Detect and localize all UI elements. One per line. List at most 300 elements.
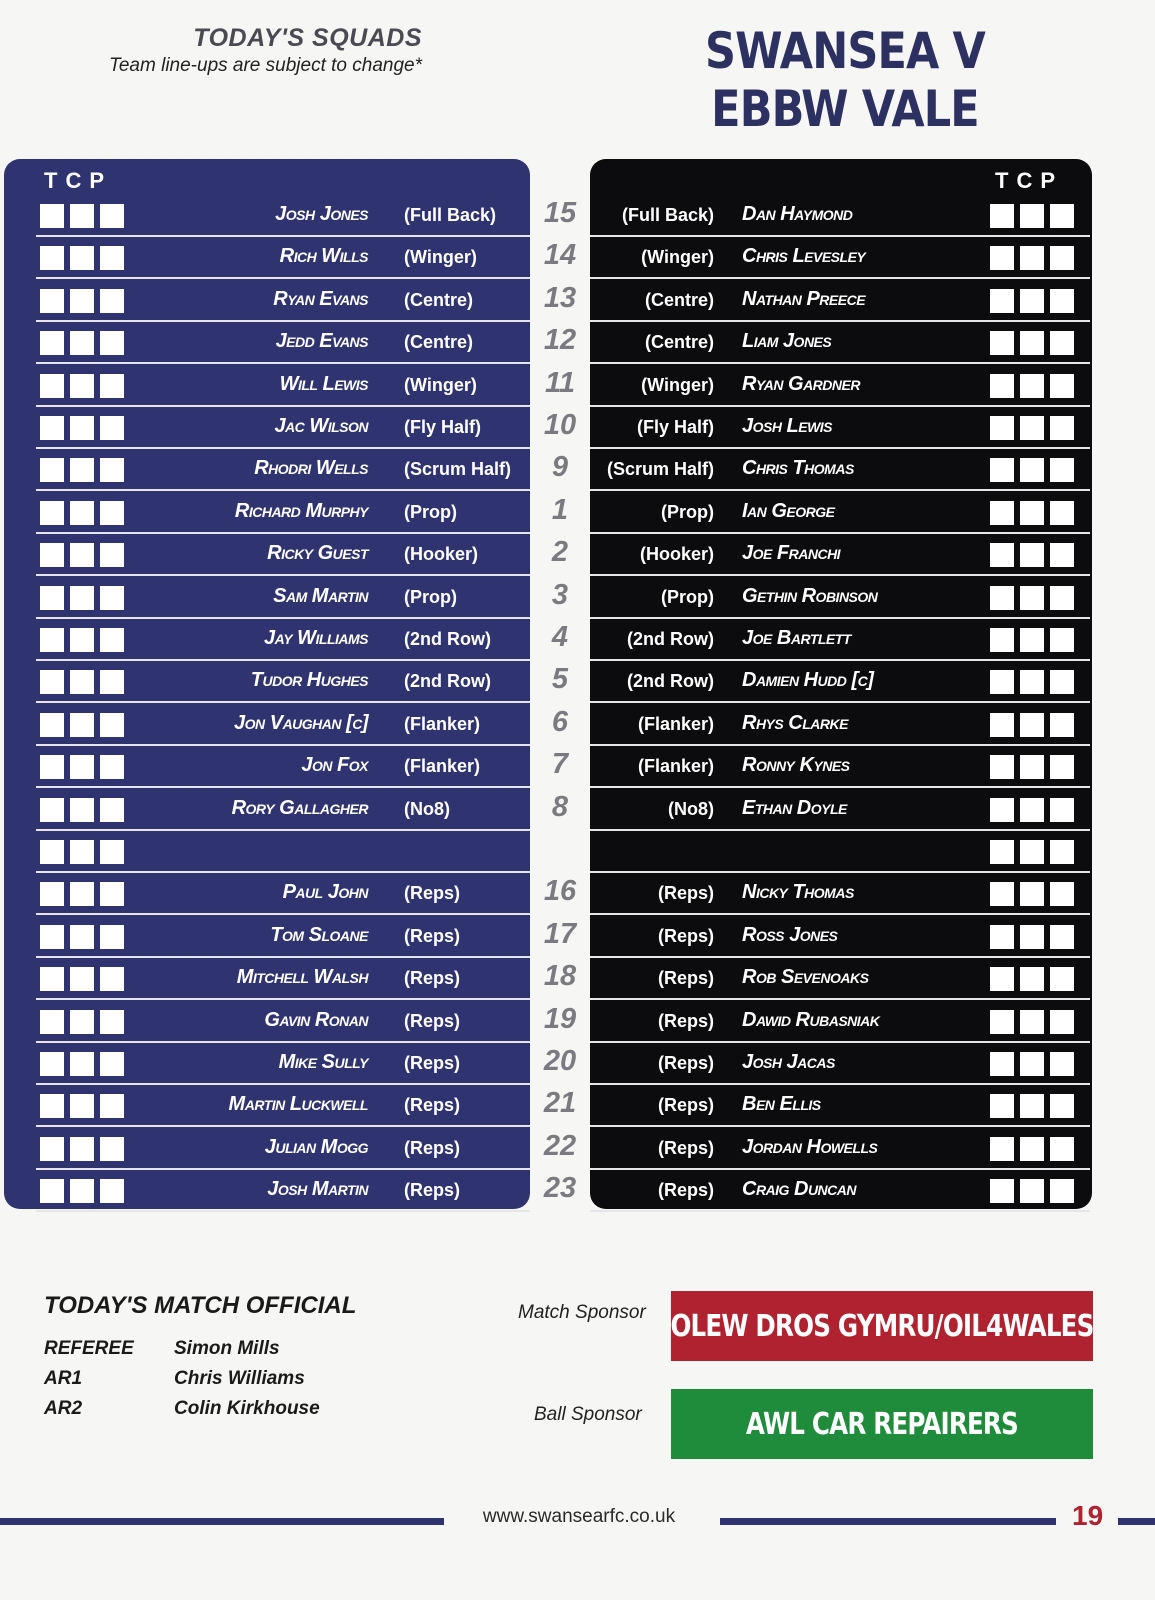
player-name: Rory Gallagher (231, 797, 368, 819)
penalty-checkbox[interactable] (100, 1094, 124, 1118)
home-player-row (36, 1001, 530, 1043)
try-checkbox[interactable] (990, 925, 1014, 949)
away-player-row (590, 916, 1090, 958)
footer-rule-right (720, 1518, 1056, 1525)
tcp-checkboxes (990, 840, 1074, 864)
away-player-row (590, 322, 1090, 364)
match-officials (44, 1292, 357, 1419)
squads-title: TODAY'S SQUADS (193, 24, 422, 52)
penalty-checkbox[interactable] (100, 967, 124, 991)
player-position: (Flanker) (637, 756, 714, 776)
penalty-checkbox[interactable] (100, 840, 124, 864)
shirt-number: 4 (551, 621, 569, 653)
penalty-checkbox[interactable] (1050, 246, 1074, 270)
shirt-number: 2 (551, 536, 569, 568)
conversion-checkbox[interactable] (1020, 543, 1044, 567)
player-name: Nathan Preece (742, 288, 866, 310)
official-role: AR2 (44, 1398, 83, 1419)
try-checkbox[interactable] (990, 331, 1014, 355)
player-name: Mitchell Walsh (236, 966, 368, 988)
away-player-row (590, 831, 1090, 873)
conversion-checkbox[interactable] (1020, 1052, 1044, 1076)
player-name: Martin Luckwell (228, 1093, 368, 1115)
away-player-row (590, 365, 1090, 407)
home-player-row (36, 873, 530, 915)
conversion-checkbox[interactable] (70, 289, 94, 313)
player-name: Chris Thomas (742, 457, 854, 479)
official-row (44, 1368, 305, 1390)
official-name: Colin Kirkhouse (174, 1398, 320, 1419)
conversion-checkbox[interactable] (1020, 1094, 1044, 1118)
away-player-row (590, 746, 1090, 788)
penalty-checkbox[interactable] (1050, 755, 1074, 779)
home-player-row (36, 577, 530, 619)
try-checkbox[interactable] (990, 1094, 1014, 1118)
shirt-number: 12 (543, 324, 577, 356)
conversion-checkbox[interactable] (70, 246, 94, 270)
away-player-row (590, 704, 1090, 746)
penalty-checkbox[interactable] (100, 374, 124, 398)
player-position: (Scrum Half) (606, 459, 714, 479)
try-checkbox[interactable] (40, 840, 64, 864)
conversion-checkbox[interactable] (1020, 586, 1044, 610)
try-checkbox[interactable] (990, 628, 1014, 652)
player-position: (2nd Row) (404, 671, 491, 691)
player-position: (Reps) (657, 1053, 714, 1073)
tcp-checkboxes (40, 670, 124, 694)
try-checkbox[interactable] (990, 416, 1014, 440)
try-checkbox[interactable] (40, 331, 64, 355)
home-player-row (36, 746, 530, 788)
try-checkbox[interactable] (40, 543, 64, 567)
penalty-checkbox[interactable] (1050, 501, 1074, 525)
try-checkbox[interactable] (40, 967, 64, 991)
penalty-checkbox[interactable] (1050, 713, 1074, 737)
penalty-checkbox[interactable] (1050, 289, 1074, 313)
official-name: Simon Mills (174, 1338, 280, 1359)
try-checkbox[interactable] (40, 1010, 64, 1034)
player-position: (Reps) (657, 1095, 714, 1115)
match-sponsor-name: OLEW DROS GYMRU/OIL4WALES (670, 1308, 1094, 1344)
penalty-checkbox[interactable] (100, 289, 124, 313)
tcp-checkboxes (990, 798, 1074, 822)
conversion-checkbox[interactable] (1020, 374, 1044, 398)
home-player-row (36, 407, 530, 449)
player-name: Jedd Evans (275, 330, 368, 352)
try-checkbox[interactable] (40, 501, 64, 525)
conversion-checkbox[interactable] (1020, 416, 1044, 440)
try-checkbox[interactable] (40, 1137, 64, 1161)
penalty-checkbox[interactable] (1050, 416, 1074, 440)
conversion-checkbox[interactable] (70, 1137, 94, 1161)
try-checkbox[interactable] (40, 755, 64, 779)
conversion-checkbox[interactable] (70, 628, 94, 652)
penalty-checkbox[interactable] (100, 1179, 124, 1203)
conversion-checkbox[interactable] (70, 670, 94, 694)
home-player-row (36, 492, 530, 534)
tcp-checkboxes (990, 713, 1074, 737)
try-checkbox[interactable] (40, 458, 64, 482)
tcp-checkboxes (40, 1179, 124, 1203)
player-name: Mike Sully (278, 1051, 368, 1073)
penalty-checkbox[interactable] (100, 798, 124, 822)
penalty-checkbox[interactable] (1050, 1137, 1074, 1161)
player-position: (Reps) (657, 1138, 714, 1158)
player-position: (2nd Row) (404, 629, 491, 649)
player-name: Ryan Gardner (742, 373, 860, 395)
tcp-checkboxes (40, 416, 124, 440)
tcp-checkboxes (990, 1137, 1074, 1161)
player-name: Dawid Rubasniak (742, 1009, 880, 1031)
try-checkbox[interactable] (40, 798, 64, 822)
try-checkbox[interactable] (990, 1010, 1014, 1034)
home-player-row (36, 831, 530, 873)
try-checkbox[interactable] (990, 374, 1014, 398)
tcp-checkboxes (40, 204, 124, 228)
official-role: REFEREE (44, 1338, 134, 1359)
home-player-row (36, 916, 530, 958)
penalty-checkbox[interactable] (1050, 840, 1074, 864)
player-position: (Reps) (404, 1138, 461, 1158)
try-checkbox[interactable] (40, 1179, 64, 1203)
conversion-checkbox[interactable] (70, 1094, 94, 1118)
home-player-row (36, 958, 530, 1000)
player-name: Ronny Kynes (742, 754, 850, 776)
home-player-row (36, 237, 530, 279)
player-position: (Prop) (404, 587, 457, 607)
away-player-row (590, 1170, 1090, 1212)
match-sponsor-label: Match Sponsor (518, 1302, 646, 1323)
player-name: Josh Jacas (742, 1051, 835, 1073)
player-position: (Winger) (641, 375, 714, 395)
conversion-checkbox[interactable] (70, 713, 94, 737)
try-checkbox[interactable] (40, 670, 64, 694)
official-row (44, 1398, 320, 1420)
match-sponsor-banner (671, 1291, 1093, 1361)
tcp-checkboxes (990, 628, 1074, 652)
player-position: (Reps) (404, 883, 461, 903)
player-name: Joe Franchi (742, 542, 841, 564)
try-checkbox[interactable] (990, 543, 1014, 567)
shirt-number: 8 (551, 791, 569, 823)
conversion-checkbox[interactable] (1020, 925, 1044, 949)
player-position: (No8) (404, 799, 450, 819)
footer-url[interactable]: www.swansearfc.co.uk (482, 1506, 676, 1527)
conversion-checkbox[interactable] (1020, 1179, 1044, 1203)
conversion-checkbox[interactable] (1020, 204, 1044, 228)
conversion-checkbox[interactable] (1020, 501, 1044, 525)
tcp-checkboxes (40, 289, 124, 313)
conversion-checkbox[interactable] (70, 925, 94, 949)
conversion-checkbox[interactable] (1020, 798, 1044, 822)
player-name: Rich Wills (279, 245, 368, 267)
try-checkbox[interactable] (40, 289, 64, 313)
try-checkbox[interactable] (990, 501, 1014, 525)
conversion-checkbox[interactable] (70, 204, 94, 228)
tcp-checkboxes (990, 586, 1074, 610)
tcp-checkboxes (40, 1094, 124, 1118)
try-checkbox[interactable] (40, 1094, 64, 1118)
conversion-checkbox[interactable] (70, 416, 94, 440)
tcp-checkboxes (990, 289, 1074, 313)
player-name: Julian Mogg (264, 1136, 368, 1158)
penalty-checkbox[interactable] (100, 925, 124, 949)
penalty-checkbox[interactable] (100, 586, 124, 610)
try-checkbox[interactable] (40, 628, 64, 652)
conversion-checkbox[interactable] (1020, 882, 1044, 906)
shirt-number: 11 (544, 367, 576, 399)
away-player-row (590, 1085, 1090, 1127)
penalty-checkbox[interactable] (1050, 798, 1074, 822)
player-position: (Reps) (404, 1053, 461, 1073)
tcp-checkboxes (40, 586, 124, 610)
tcp-checkboxes (40, 798, 124, 822)
player-name: Josh Jones (275, 203, 368, 225)
page-number: 19 (1072, 1500, 1104, 1531)
try-checkbox[interactable] (990, 1052, 1014, 1076)
penalty-checkbox[interactable] (100, 755, 124, 779)
conversion-checkbox[interactable] (1020, 289, 1044, 313)
try-checkbox[interactable] (40, 204, 64, 228)
try-checkbox[interactable] (990, 1137, 1014, 1161)
tcp-checkboxes (990, 458, 1074, 482)
player-position: (Flanker) (404, 714, 481, 734)
penalty-checkbox[interactable] (1050, 1094, 1074, 1118)
penalty-checkbox[interactable] (1050, 204, 1074, 228)
tcp-checkboxes (990, 501, 1074, 525)
conversion-checkbox[interactable] (70, 967, 94, 991)
try-checkbox[interactable] (40, 586, 64, 610)
conversion-checkbox[interactable] (70, 755, 94, 779)
player-position: (Full Back) (404, 205, 497, 225)
player-position: (Reps) (404, 1011, 461, 1031)
penalty-checkbox[interactable] (1050, 458, 1074, 482)
shirt-number: 16 (543, 875, 577, 907)
player-name: Nicky Thomas (742, 881, 854, 903)
tcp-checkboxes (990, 374, 1074, 398)
player-name: Ben Ellis (742, 1093, 821, 1115)
player-name: Richard Murphy (234, 500, 368, 522)
conversion-checkbox[interactable] (70, 1052, 94, 1076)
penalty-checkbox[interactable] (1050, 882, 1074, 906)
penalty-checkbox[interactable] (1050, 374, 1074, 398)
player-name: Rhys Clarke (742, 712, 848, 734)
player-position: (Centre) (404, 290, 474, 310)
penalty-checkbox[interactable] (100, 670, 124, 694)
penalty-checkbox[interactable] (100, 1137, 124, 1161)
conversion-checkbox[interactable] (70, 882, 94, 906)
try-checkbox[interactable] (40, 246, 64, 270)
away-player-row (590, 195, 1090, 237)
try-checkbox[interactable] (990, 586, 1014, 610)
away-player-row (590, 407, 1090, 449)
penalty-checkbox[interactable] (100, 416, 124, 440)
conversion-checkbox[interactable] (1020, 246, 1044, 270)
match-title: SWANSEA V EBBW VALE (705, 22, 985, 138)
player-name: Ricky Guest (267, 542, 368, 564)
try-checkbox[interactable] (990, 670, 1014, 694)
penalty-checkbox[interactable] (100, 543, 124, 567)
home-player-row (36, 1170, 530, 1212)
player-position: (Hooker) (404, 544, 479, 564)
penalty-checkbox[interactable] (100, 331, 124, 355)
shirt-number: 9 (551, 451, 569, 483)
conversion-checkbox[interactable] (70, 501, 94, 525)
player-name: Will Lewis (279, 373, 368, 395)
tcp-checkboxes (40, 458, 124, 482)
away-player-row (590, 534, 1090, 576)
officials-title: TODAY'S MATCH OFFICIAL (44, 1292, 357, 1319)
player-name: Rhodri Wells (254, 457, 368, 479)
try-checkbox[interactable] (40, 374, 64, 398)
penalty-checkbox[interactable] (100, 501, 124, 525)
conversion-checkbox[interactable] (70, 543, 94, 567)
penalty-checkbox[interactable] (100, 1052, 124, 1076)
penalty-checkbox[interactable] (100, 882, 124, 906)
tcp-checkboxes (40, 967, 124, 991)
home-player-row (36, 280, 530, 322)
shirt-number: 19 (543, 1003, 577, 1035)
home-player-row (36, 704, 530, 746)
penalty-checkbox[interactable] (100, 713, 124, 737)
conversion-checkbox[interactable] (70, 1010, 94, 1034)
conversion-checkbox[interactable] (1020, 1010, 1044, 1034)
conversion-checkbox[interactable] (1020, 755, 1044, 779)
home-player-row (36, 789, 530, 831)
player-name: Joe Bartlett (742, 627, 851, 649)
player-name: Ross Jones (742, 924, 838, 946)
footer-rule-left (0, 1518, 444, 1525)
conversion-checkbox[interactable] (1020, 713, 1044, 737)
player-position: (Prop) (404, 502, 457, 522)
tcp-checkboxes (990, 1052, 1074, 1076)
player-position: (Winger) (404, 247, 477, 267)
tcp-checkboxes (990, 1094, 1074, 1118)
player-position: (Prop) (661, 587, 714, 607)
tcp-checkboxes (40, 246, 124, 270)
player-name: Gethin Robinson (742, 585, 878, 607)
tcp-checkboxes (40, 331, 124, 355)
away-player-row (590, 577, 1090, 619)
player-name: Jon Vaughan [c] (234, 712, 368, 734)
conversion-checkbox[interactable] (70, 458, 94, 482)
conversion-checkbox[interactable] (1020, 670, 1044, 694)
try-checkbox[interactable] (990, 204, 1014, 228)
penalty-checkbox[interactable] (1050, 586, 1074, 610)
try-checkbox[interactable] (990, 755, 1014, 779)
try-checkbox[interactable] (990, 882, 1014, 906)
home-tcp-header: TCP (44, 168, 112, 193)
try-checkbox[interactable] (990, 840, 1014, 864)
away-player-row (590, 619, 1090, 661)
shirt-number: 6 (551, 706, 569, 738)
away-player-row (590, 449, 1090, 491)
conversion-checkbox[interactable] (70, 798, 94, 822)
try-checkbox[interactable] (990, 458, 1014, 482)
tcp-checkboxes (990, 882, 1074, 906)
try-checkbox[interactable] (990, 713, 1014, 737)
penalty-checkbox[interactable] (1050, 670, 1074, 694)
try-checkbox[interactable] (990, 246, 1014, 270)
penalty-checkbox[interactable] (100, 1010, 124, 1034)
penalty-checkbox[interactable] (100, 246, 124, 270)
penalty-checkbox[interactable] (1050, 967, 1074, 991)
home-player-row (36, 1085, 530, 1127)
player-name: Chris Levesley (742, 245, 866, 267)
penalty-checkbox[interactable] (1050, 331, 1074, 355)
player-position: (No8) (668, 799, 714, 819)
try-checkbox[interactable] (990, 798, 1014, 822)
player-position: (Flanker) (637, 714, 714, 734)
conversion-checkbox[interactable] (70, 840, 94, 864)
penalty-checkbox[interactable] (100, 628, 124, 652)
conversion-checkbox[interactable] (1020, 967, 1044, 991)
try-checkbox[interactable] (40, 925, 64, 949)
tcp-checkboxes (990, 416, 1074, 440)
away-player-row (590, 873, 1090, 915)
player-name: Tom Sloane (270, 924, 368, 946)
conversion-checkbox[interactable] (1020, 840, 1044, 864)
tcp-checkboxes (990, 755, 1074, 779)
home-player-row (36, 322, 530, 364)
try-checkbox[interactable] (990, 289, 1014, 313)
player-position: (Reps) (657, 968, 714, 988)
away-tcp-header: TCP (995, 168, 1063, 193)
player-position: (Hooker) (639, 544, 714, 564)
tcp-checkboxes (40, 628, 124, 652)
player-name: Jordan Howells (742, 1136, 878, 1158)
lineup-disclaimer: Team line-ups are subject to change* (109, 55, 422, 76)
conversion-checkbox[interactable] (70, 374, 94, 398)
shirt-number: 21 (543, 1087, 577, 1119)
conversion-checkbox[interactable] (1020, 1137, 1044, 1161)
penalty-checkbox[interactable] (1050, 1052, 1074, 1076)
try-checkbox[interactable] (40, 416, 64, 440)
penalty-checkbox[interactable] (1050, 925, 1074, 949)
tcp-checkboxes (40, 925, 124, 949)
penalty-checkbox[interactable] (1050, 1179, 1074, 1203)
penalty-checkbox[interactable] (1050, 1010, 1074, 1034)
tcp-checkboxes (40, 713, 124, 737)
penalty-checkbox[interactable] (100, 204, 124, 228)
penalty-checkbox[interactable] (1050, 543, 1074, 567)
try-checkbox[interactable] (40, 882, 64, 906)
ball-sponsor-name: AWL CAR REPAIRERS (745, 1406, 1019, 1442)
try-checkbox[interactable] (990, 1179, 1014, 1203)
try-checkbox[interactable] (990, 967, 1014, 991)
away-player-row (590, 661, 1090, 703)
try-checkbox[interactable] (40, 1052, 64, 1076)
player-position: (2nd Row) (627, 629, 714, 649)
conversion-checkbox[interactable] (70, 586, 94, 610)
shirt-number: 17 (543, 918, 577, 950)
player-name: Craig Duncan (742, 1178, 856, 1200)
player-name: Josh Lewis (742, 415, 833, 437)
penalty-checkbox[interactable] (100, 458, 124, 482)
conversion-checkbox[interactable] (1020, 628, 1044, 652)
try-checkbox[interactable] (40, 713, 64, 737)
conversion-checkbox[interactable] (1020, 331, 1044, 355)
conversion-checkbox[interactable] (70, 331, 94, 355)
conversion-checkbox[interactable] (70, 1179, 94, 1203)
penalty-checkbox[interactable] (1050, 628, 1074, 652)
tcp-checkboxes (990, 967, 1074, 991)
tcp-checkboxes (990, 1179, 1074, 1203)
away-player-row (590, 1128, 1090, 1170)
shirt-number: 5 (551, 663, 569, 695)
conversion-checkbox[interactable] (1020, 458, 1044, 482)
player-position: (Winger) (641, 247, 714, 267)
